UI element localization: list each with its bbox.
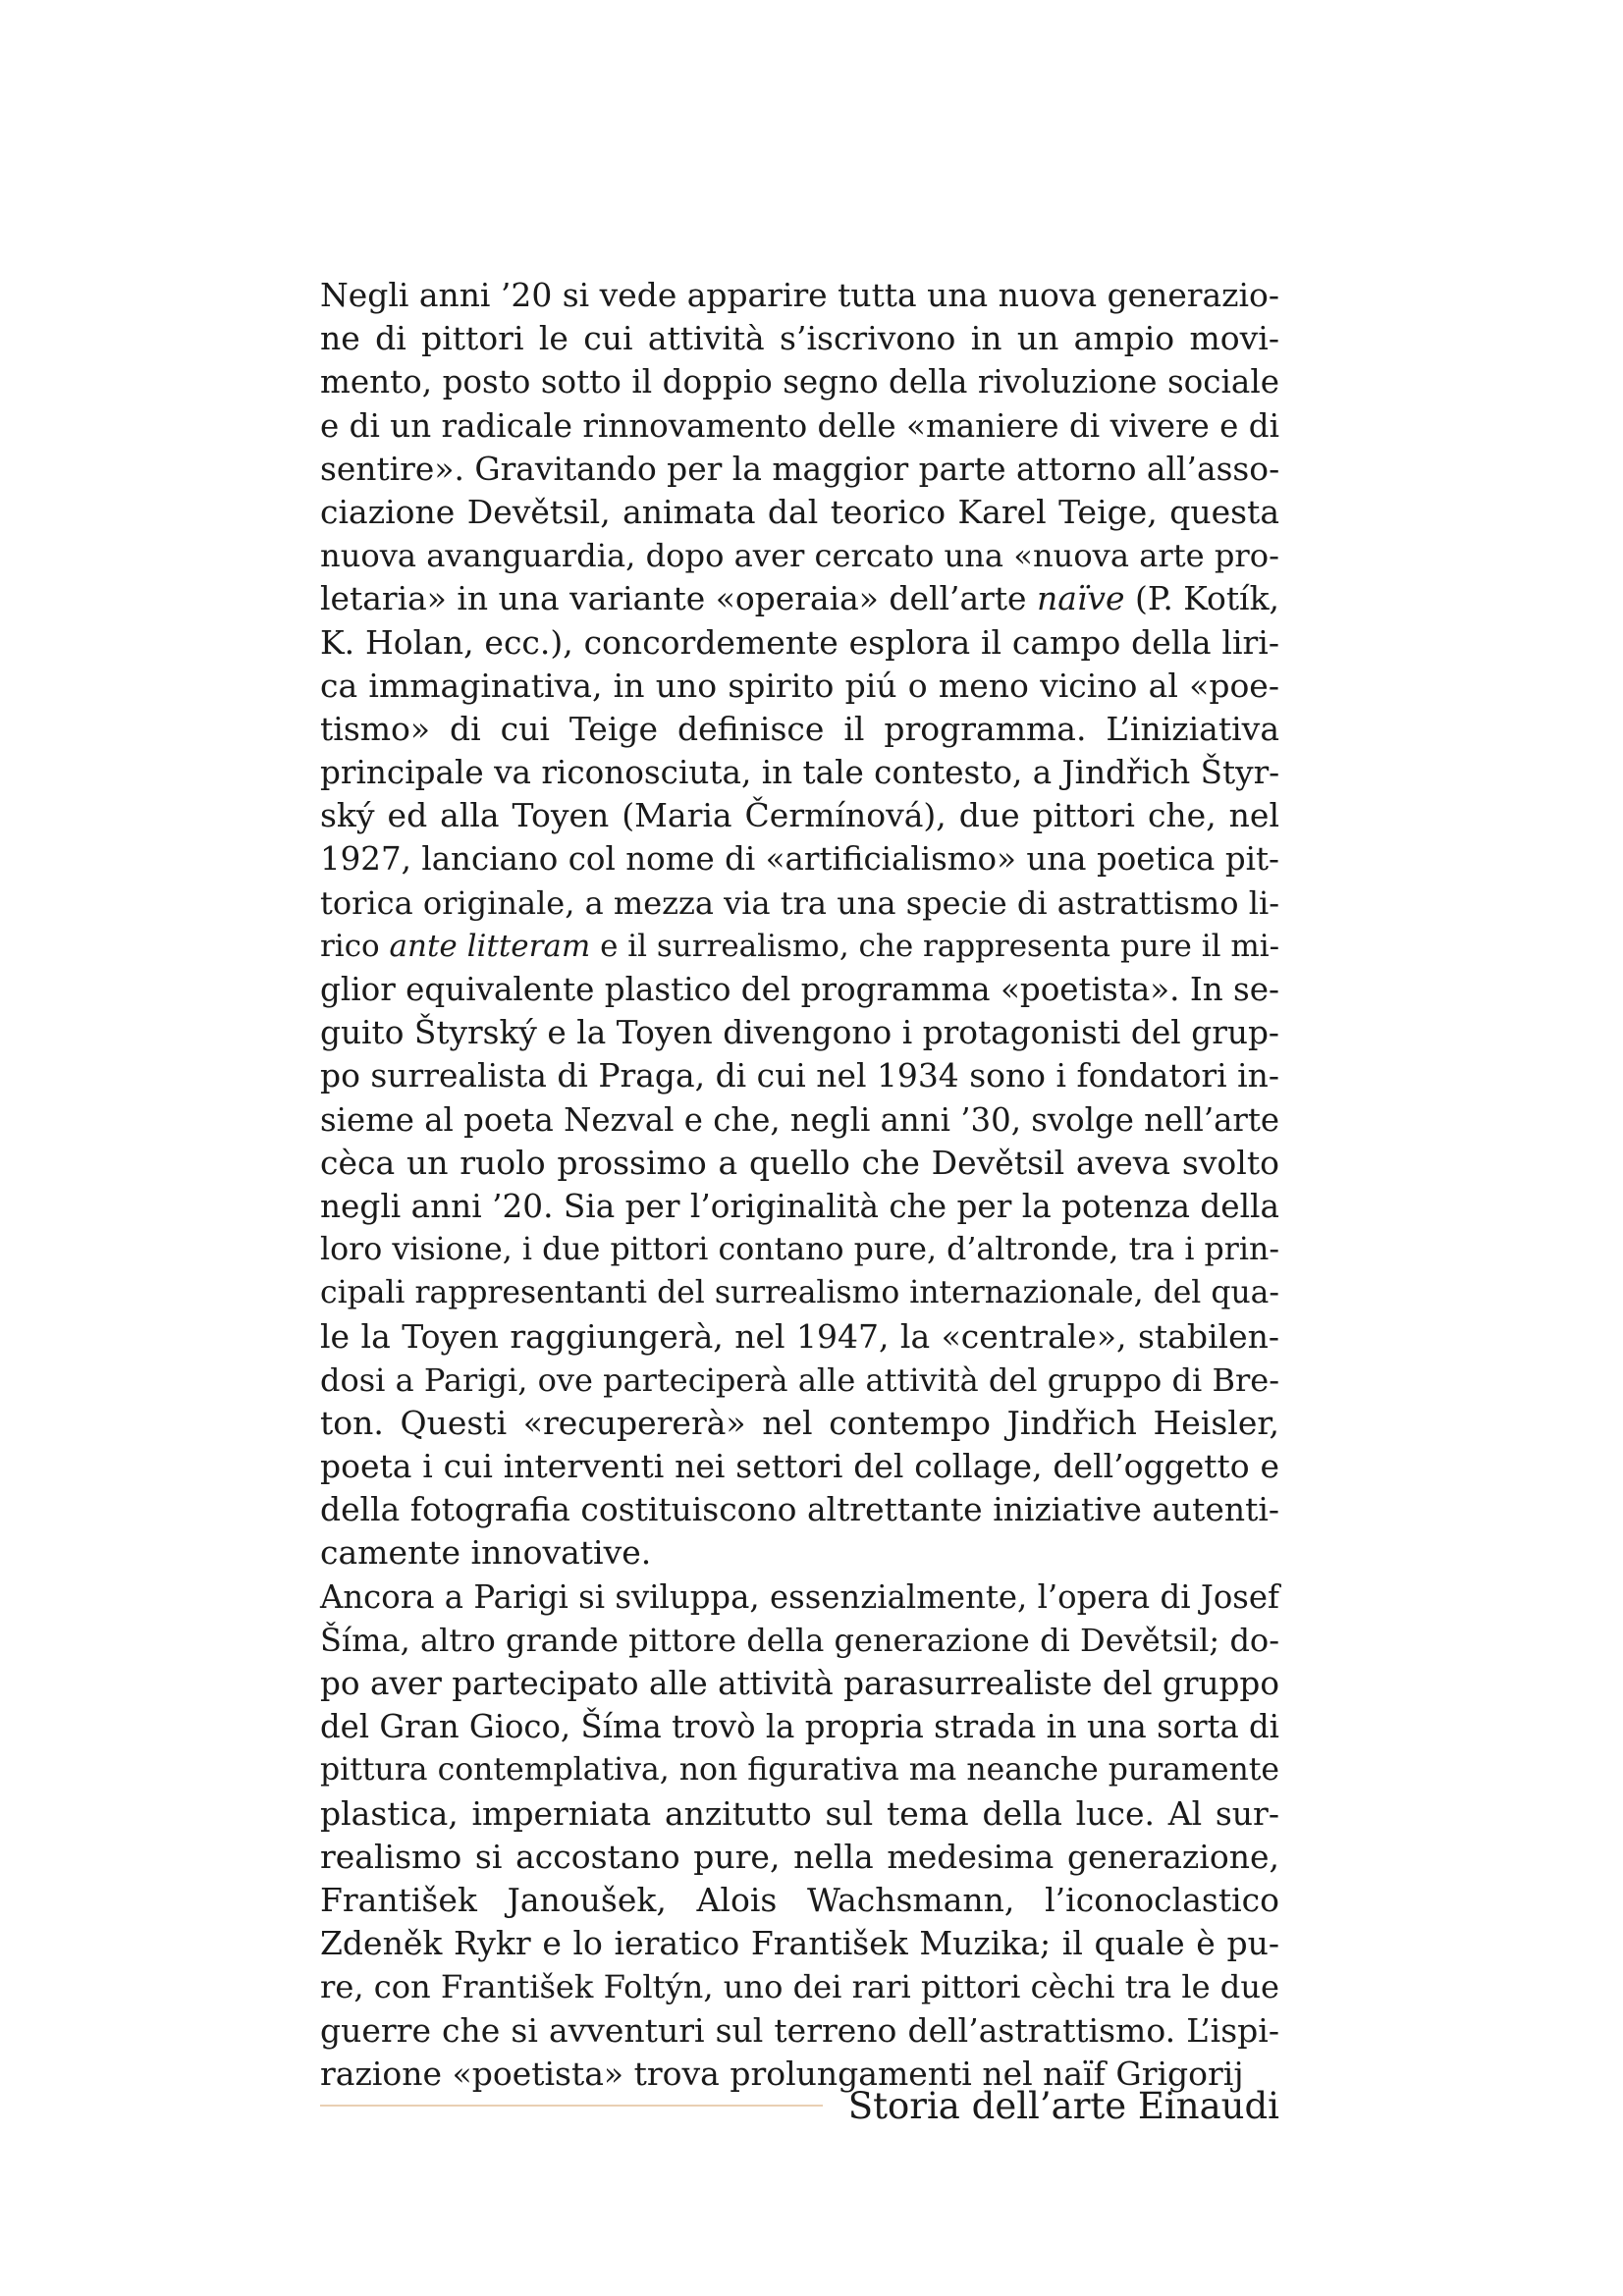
text-line: glior equivalente plastico del programma «poetista». In se- bbox=[320, 971, 1279, 1008]
text-line: negli anni ’20. Sia per l’originalità che per la potenza della bbox=[320, 1187, 1279, 1225]
text-line: po aver partecipato alle attività parasurrealiste del gruppo bbox=[320, 1665, 1279, 1702]
text-line: re, con František Foltýn, uno dei rari pittori cèchi tra le due bbox=[320, 1968, 1279, 2006]
text-line: mento, posto sotto il doppio segno della rivoluzione sociale bbox=[320, 363, 1279, 401]
text-line: dosi a Parigi, ove parteciperà alle attività del gruppo di Bre- bbox=[320, 1361, 1279, 1399]
text-line: rico ante litteram e il surrealismo, che rappresenta pure il mi- bbox=[320, 928, 1280, 964]
text-line: torica originale, a mezza via tra una specie di astrattismo li- bbox=[320, 883, 1279, 922]
text-line: cèca un ruolo prossimo a quello che Devětsil aveva svolto bbox=[320, 1143, 1279, 1182]
text-line: Šíma, altro grande pittore della generazione di Devětsil; do- bbox=[320, 1621, 1279, 1659]
text-line: del Gran Gioco, Šíma trovò la propria strada in una sorta di bbox=[320, 1708, 1279, 1746]
text-line: ton. Questi «recupererà» nel contempo Jindřich Heisler, bbox=[320, 1403, 1279, 1442]
text-line: K. Holan, ecc.), concordemente esplora il campo della liri- bbox=[320, 622, 1279, 662]
text-line: ne di pittori le cui attività s’iscrivono in un ampio movi- bbox=[320, 319, 1279, 358]
text-line: della fotografia costituiscono altrettante iniziative autenti- bbox=[320, 1490, 1279, 1529]
text-line: principale va riconosciuta, in tale contesto, a Jindřich Štyr- bbox=[320, 754, 1280, 792]
text-line: poeta i cui interventi nei settori del collage, dell’oggetto e bbox=[320, 1447, 1279, 1486]
text-line: ca immaginativa, in uno spirito piú o meno vicino al «poe- bbox=[320, 666, 1279, 705]
text-line: ciazione Devětsil, animata dal teorico Karel Teige, questa bbox=[320, 492, 1279, 531]
text-line: letaria» in una variante «operaia» dell’arte naïve (P. Kotík, bbox=[320, 579, 1279, 618]
text-line: pittura contemplativa, non figurativa ma neanche puramente bbox=[320, 1752, 1279, 1789]
text-line: po surrealista di Praga, di cui nel 1934 sono i fondatori in- bbox=[320, 1056, 1279, 1095]
text-line: loro visione, i due pittori contano pure, d’altronde, tra i prin- bbox=[320, 1232, 1279, 1268]
text-line: František Janoušek, Alois Wachsmann, l’iconoclastico bbox=[320, 1880, 1279, 1919]
text-line: ský ed alla Toyen (Maria Čermínová), due pittori che, nel bbox=[320, 796, 1279, 835]
text-line: razione «poetista» trova prolungamenti nel naïf Grigorij bbox=[320, 2054, 1244, 2093]
text-line: Negli anni ’20 si vede apparire tutta una nuova generazio- bbox=[320, 276, 1279, 314]
footer-rule bbox=[320, 2105, 823, 2107]
text-line: plastica, imperniata anzitutto sul tema della luce. Al sur- bbox=[320, 1793, 1279, 1833]
text-line: camente innovative. bbox=[320, 1533, 652, 1573]
page-footer bbox=[320, 2081, 1279, 2130]
text-line: cipali rappresentanti del surrealismo internazionale, del qua- bbox=[320, 1275, 1279, 1311]
text-line: realismo si accostano pure, nella medesima generazione, bbox=[320, 1837, 1279, 1876]
text-line: guito Štyrský e la Toyen divengono i protagonisti del grup- bbox=[320, 1014, 1279, 1052]
text-line: sentire». Gravitando per la maggior parte attorno all’asso- bbox=[320, 449, 1280, 488]
text-line: sieme al poeta Nezval e che, negli anni ’30, svolge nell’arte bbox=[320, 1100, 1280, 1139]
text-line: 1927, lanciano col nome di «artificialismo» una poetica pit- bbox=[320, 840, 1279, 879]
text-line: tismo» di cui Teige definisce il programma. L’iniziativa bbox=[320, 709, 1279, 748]
body-text bbox=[320, 274, 1279, 2096]
text-line: guerre che si avventuri sul terreno dell’astrattismo. L’ispi- bbox=[320, 2010, 1279, 2050]
text-line: Zdeněk Rykr e lo ieratico František Muzika; il quale è pu- bbox=[320, 1924, 1279, 1963]
text-line: Ancora a Parigi si sviluppa, essenzialmente, l’opera di Josef bbox=[320, 1577, 1279, 1616]
footer-title: Storia dell’arte Einaudi bbox=[847, 2084, 1279, 2127]
text-line: e di un radicale rinnovamento delle «maniere di vivere e di bbox=[320, 406, 1279, 445]
text-line: le la Toyen raggiungerà, nel 1947, la «centrale», stabilen- bbox=[320, 1316, 1279, 1356]
text-line: nuova avanguardia, dopo aver cercato una «nuova arte pro- bbox=[320, 537, 1279, 575]
